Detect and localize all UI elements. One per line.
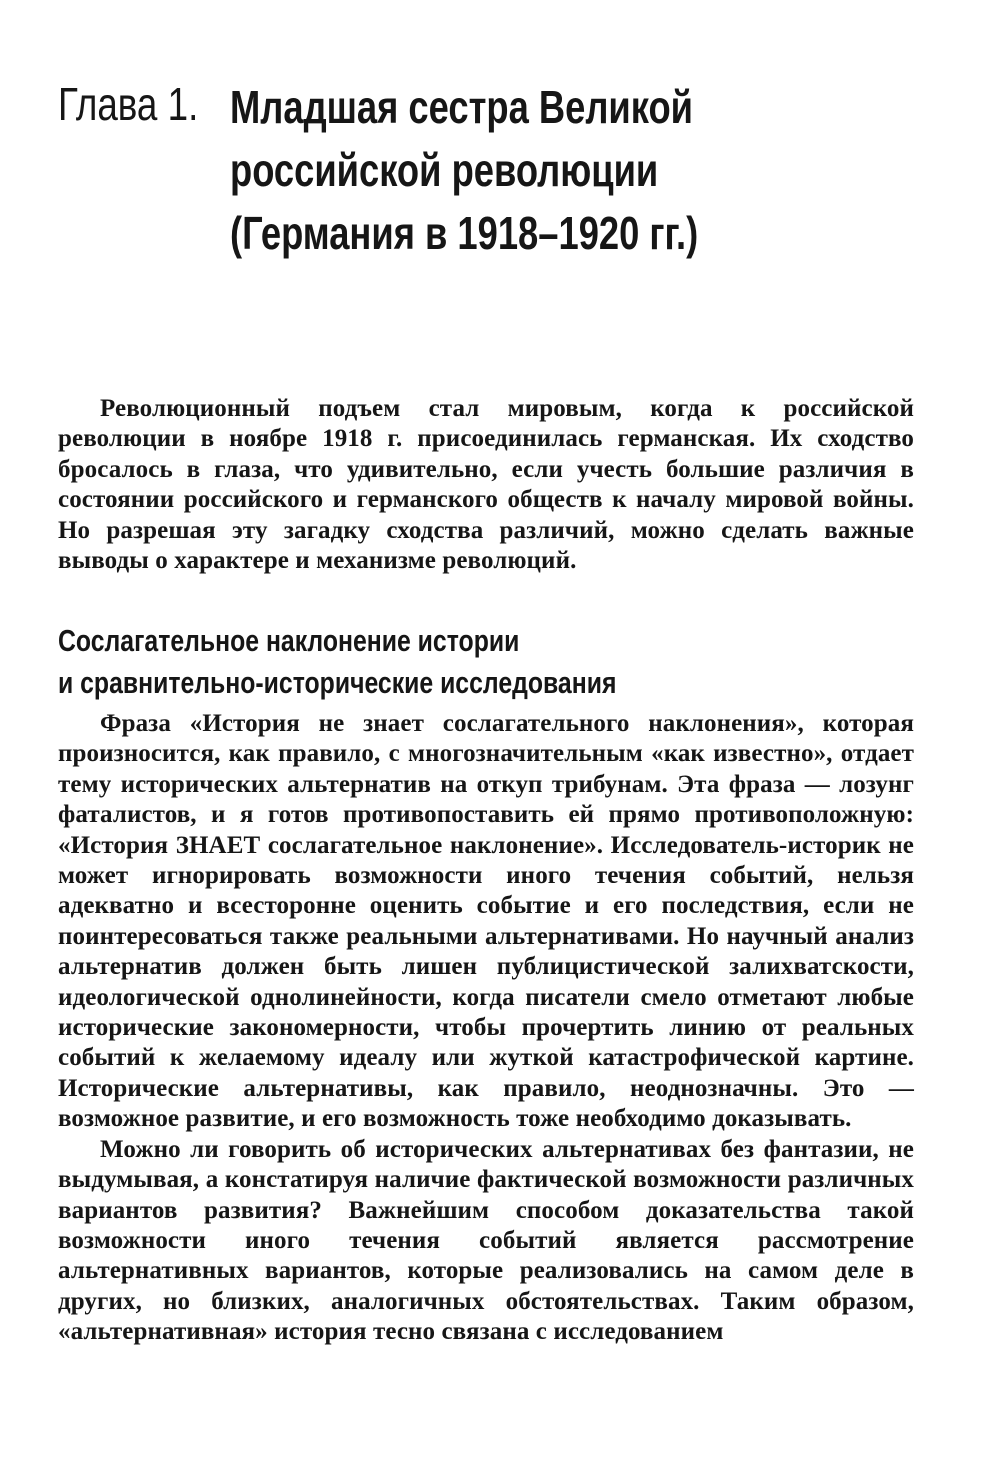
chapter-title <box>230 76 930 265</box>
chapter-title-line: (Германия в 1918–1920 гг.) <box>230 207 699 259</box>
body-paragraph: Можно ли говорить об исторических альтернативах без фантазии, не выдумывая, а констатируя наличие фактической возможности различных вариантов развития? Важнейшим способом доказательства такой возможности иного течения событий является рассмотрение альтернативных вариантов, которые реализовались на самом деле в других, но близких, аналогичных обстоятельствах. Таким образом, «альтернативная» история тесно связана с исследованием <box>58 1135 914 1346</box>
section-heading-line: Сослагательное наклонение истории <box>58 623 520 658</box>
section-heading-line: и сравнительно-исторические исследования <box>58 665 617 700</box>
chapter-title-line: Младшая сестра Великой <box>230 81 694 133</box>
chapter-title-line: российской революции <box>230 144 659 196</box>
body-paragraph: Фраза «История не знает сослагательного наклонения», которая произносится, как правило, с многозначительным «как известно», отдает тему исторических альтернатив на откуп трибунам. Эта фраза — лозунг фаталистов, и я готов противопоставить ей прямо противоположную: «История ЗНАЕТ сослагательное наклонение». Исследователь-историк не может игнорировать возможности иного течения событий, нельзя адекватно и всесторонне оценить событие и его последствия, если не поинтересоваться также реальными альтернативами. Но научный анализ альтернатив должен быть лишен публицистической залихватскости, идеологической однолинейности, когда писатели смело отметают любые исторические закономерности, чтобы прочертить линию от реальных событий к желаемому идеалу или жуткой катастрофической картине. Исторические альтернативы, как правило, неоднозначны. Это — возможное развитие, и его возможность тоже необходимо доказывать. <box>58 710 914 1133</box>
intro-paragraph: Революционный подъем стал мировым, когда к российской революции в ноябре 1918 г. присоединилась германская. Их сходство бросалось в глаза, что удивительно, если учесть большие различия в состоянии российского и германского обществ к началу мировой войны. Но разрешая эту загадку сходства различий, можно сделать важные выводы о характере и механизме революций. <box>58 395 914 575</box>
section-body <box>58 709 914 1348</box>
section-heading <box>58 620 958 704</box>
intro-section <box>58 394 914 576</box>
chapter-label: Глава 1. <box>58 78 199 130</box>
